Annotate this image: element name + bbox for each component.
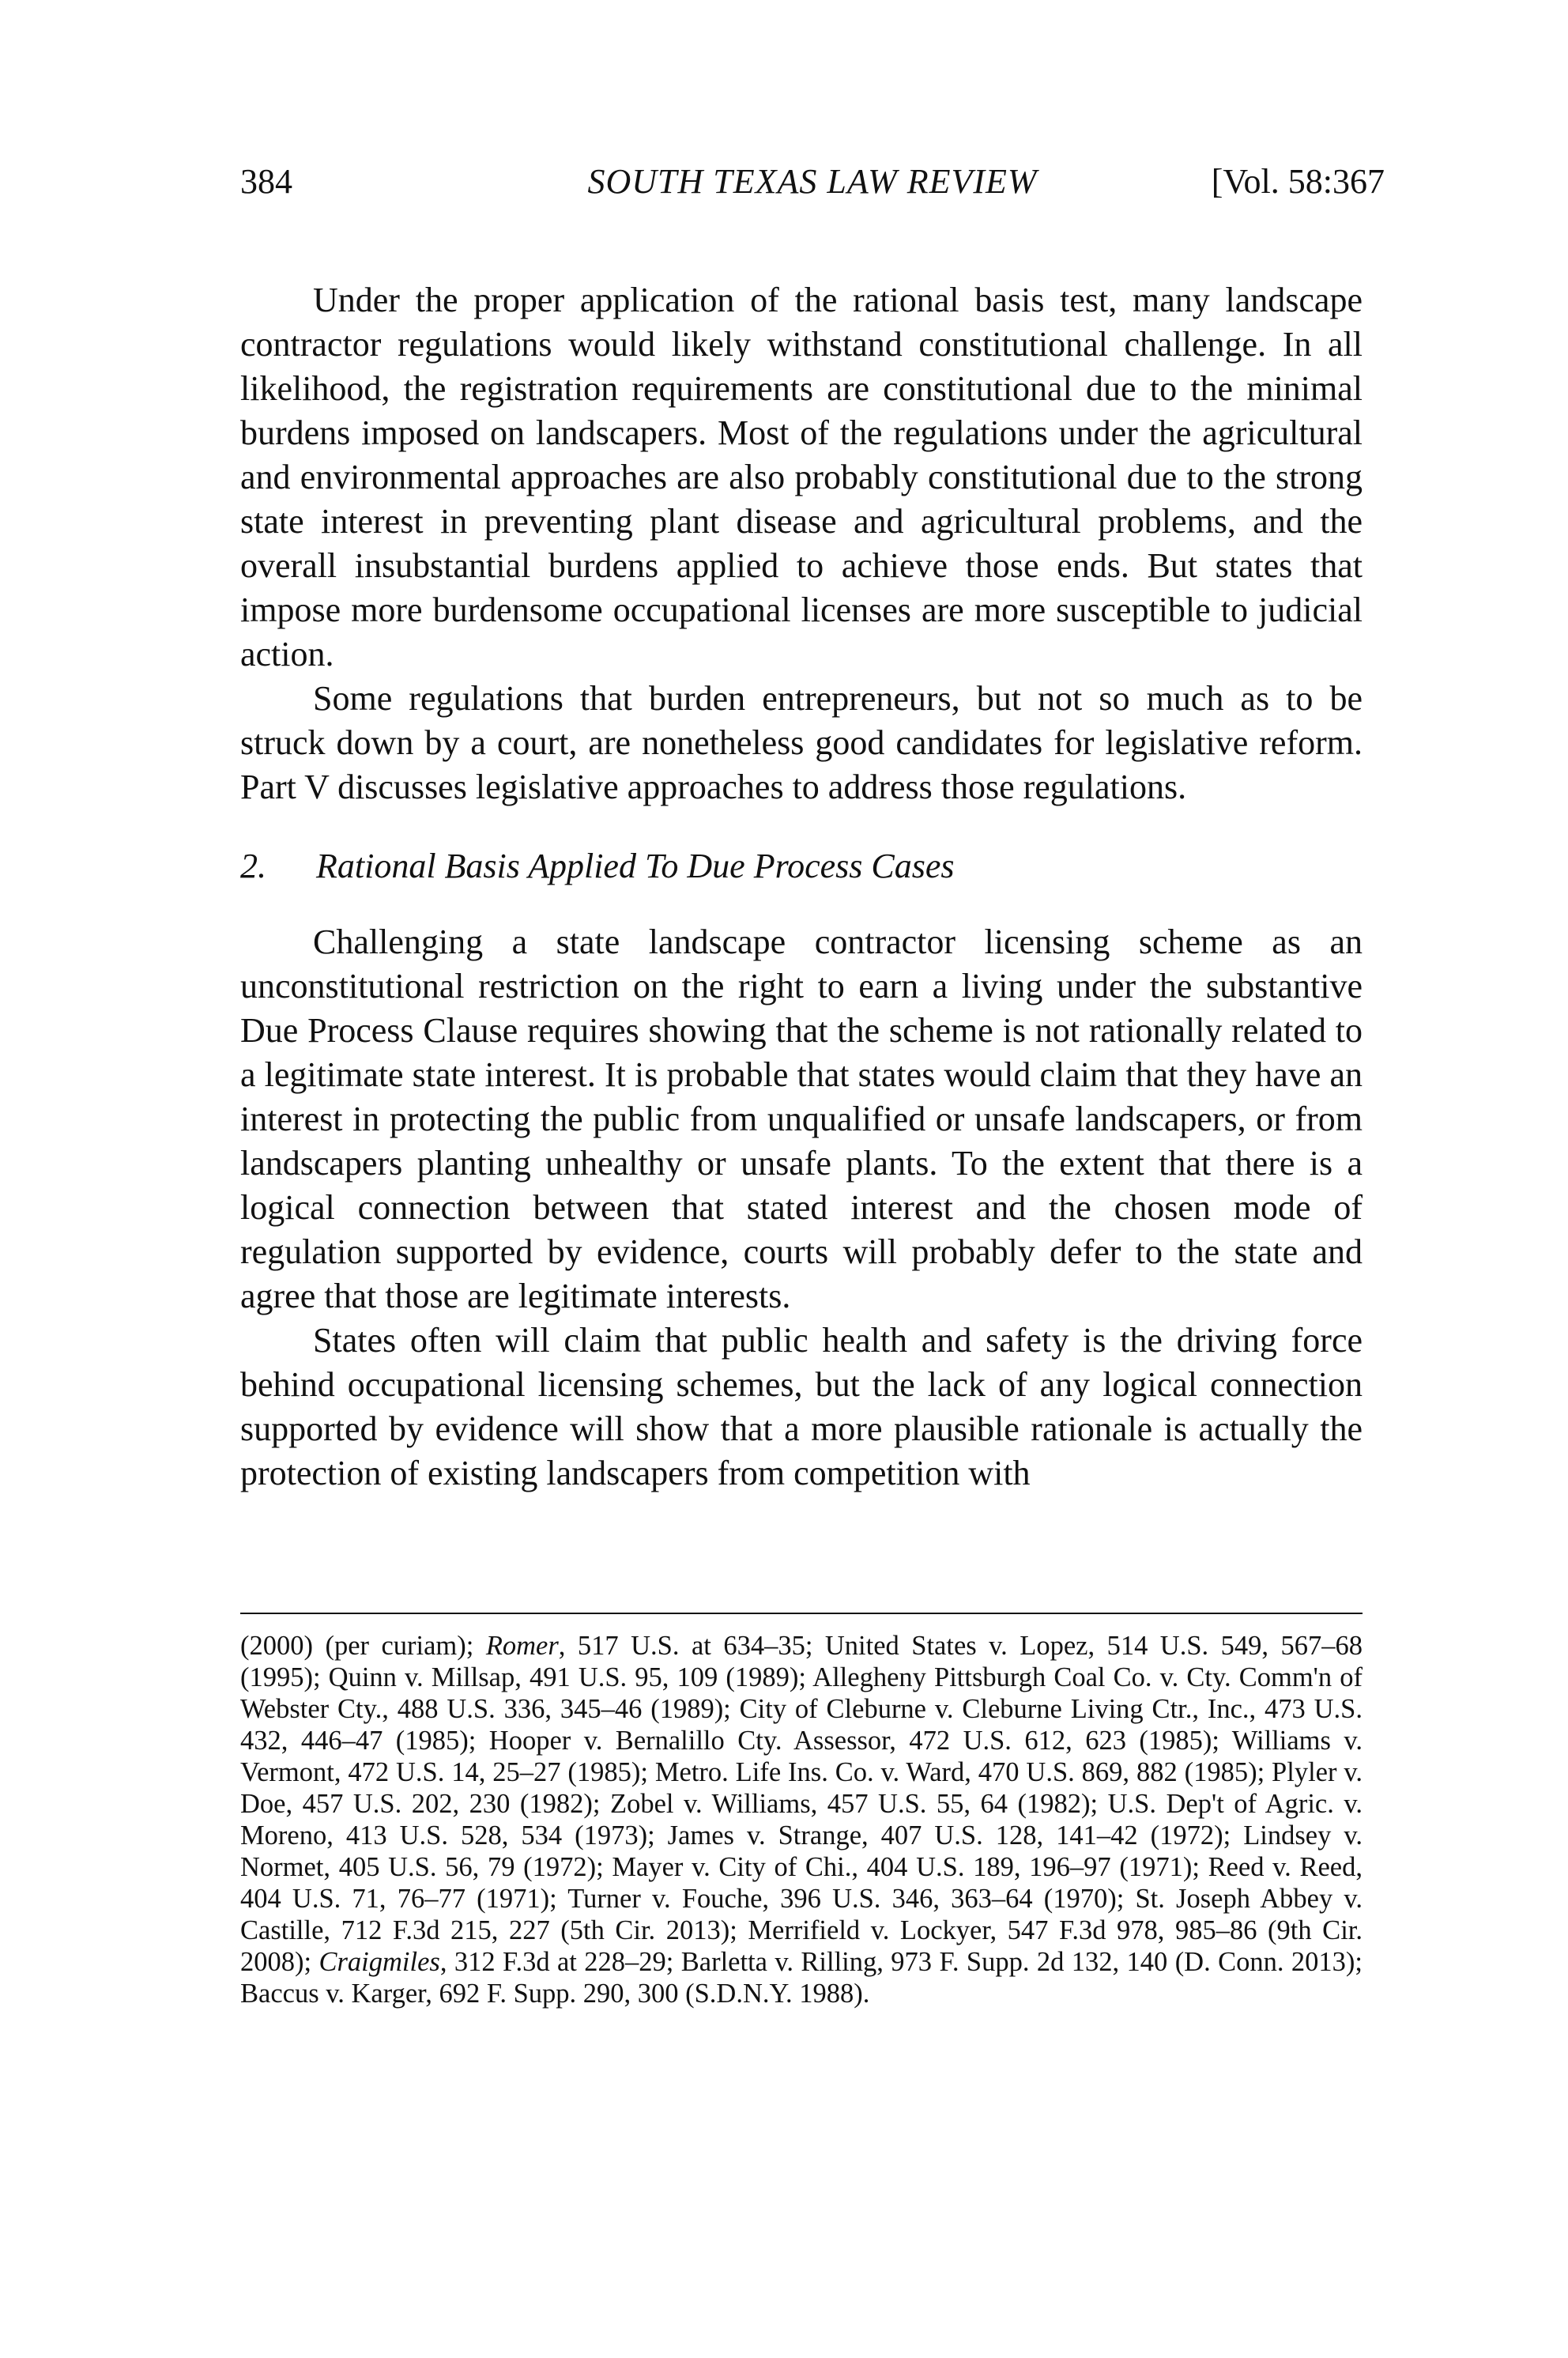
footnote-segment: , 312 F.3d at 228–29; Barletta v. Rilling, 973 F. Supp. 2d 132, 140 (D. Conn. 2013); Baccus v. Karger, 692 F. Supp. 290, 300 (S.D.N.Y. 1988). xyxy=(240,1947,1363,2009)
paragraph: Under the proper application of the rational basis test, many landscape contractor regulations would likely withstand constitutional challenge. In all likelihood, the registration requirements are constitutional due to the minimal burdens imposed on landscapers. Most of the regulations under the agricultural and environmental approaches are also probably constitutional due to the strong state interest in preventing plant disease and agricultural problems, and the overall insubstantial burdens applied to achieve those ends. But states that impose more burdensome occupational licenses are more susceptible to judicial action. xyxy=(240,281,1363,673)
paragraph: Challenging a state landscape contractor licensing scheme as an unconstitutional restriction on the right to earn a living under the substantive Due Process Clause requires showing that the scheme is not rationally related to a legitimate state interest. It is probable that states would claim that they have an interest in protecting the public from unqualified or unsafe landscapers, or from landscapers planting unhealthy or unsafe plants. To the extent that there is a logical connection between that stated interest and the chosen mode of regulation supported by evidence, courts will probably defer to the state and agree that those are legitimate interests. xyxy=(240,922,1363,1315)
page-number: 384 xyxy=(240,162,292,201)
journal-title: SOUTH TEXAS LAW REVIEW xyxy=(587,162,1038,201)
volume-citation: [Vol. 58:367 xyxy=(1211,162,1385,201)
footnote-text xyxy=(240,1630,1363,2009)
case-name-italic: Craigmiles xyxy=(318,1947,440,1977)
section-heading xyxy=(240,844,1363,888)
case-name-italic: Romer xyxy=(485,1631,559,1661)
section-number: 2. xyxy=(240,847,266,885)
footnote-segment: (2000) (per curiam); xyxy=(240,1631,486,1661)
paragraph: States often will claim that public health and safety is the driving force behind occupational licensing schemes, but the lack of any logical connection supported by evidence will show that a more plausible rationale is actually the protection of existing landscapers from competition with xyxy=(240,1321,1363,1492)
footnote-segment: , 517 U.S. at 634–35; United States v. Lopez, 514 U.S. 549, 567–68 (1995); Quinn v. Millsap, 491 U.S. 95, 109 (1989); Allegheny Pittsburgh Coal Co. v. Cty. Comm'n of Webster Cty., 488 U.S. 336, 345–46 (1989); City of Cleburne v. Cleburne Living Ctr., Inc., 473 U.S. 432, 446–47 (1985); Hooper v. Bernalillo Cty. Assessor, 472 U.S. 612, 623 (1985); Williams v. Vermont, 472 U.S. 14, 25–27 (1985); Metro. Life Ins. Co. v. Ward, 470 U.S. 869, 882 (1985); Plyler v. Doe, 457 U.S. 202, 230 (1982); Zobel v. Williams, 457 U.S. 55, 64 (1982); U.S. Dep't of Agric. v. Moreno, 413 U.S. 528, 534 (1973); James v. Strange, 407 U.S. 128, 141–42 (1972); Lindsey v. Normet, 405 U.S. 56, 79 (1972); Mayer v. City of Chi., 404 U.S. 189, 196–97 (1971); Reed v. Reed, 404 U.S. 71, 76–77 (1971); Turner v. Fouche, 396 U.S. 346, 363–64 (1970); St. Joseph Abbey v. Castille, 712 F.3d 215, 227 (5th Cir. 2013); Merrifield v. Lockyer, 547 F.3d 978, 985–86 (9th Cir. 2008); xyxy=(240,1631,1363,1977)
section-title: Rational Basis Applied To Due Process Cases xyxy=(316,847,955,885)
running-header xyxy=(240,158,1385,206)
footnote-divider xyxy=(240,1613,1363,1614)
paragraph: Some regulations that burden entrepreneurs, but not so much as to be struck down by a court, are nonetheless good candidates for legislative reform. Part V discusses legislative approaches to address those regulations. xyxy=(240,679,1363,806)
body-text xyxy=(240,278,1363,1496)
